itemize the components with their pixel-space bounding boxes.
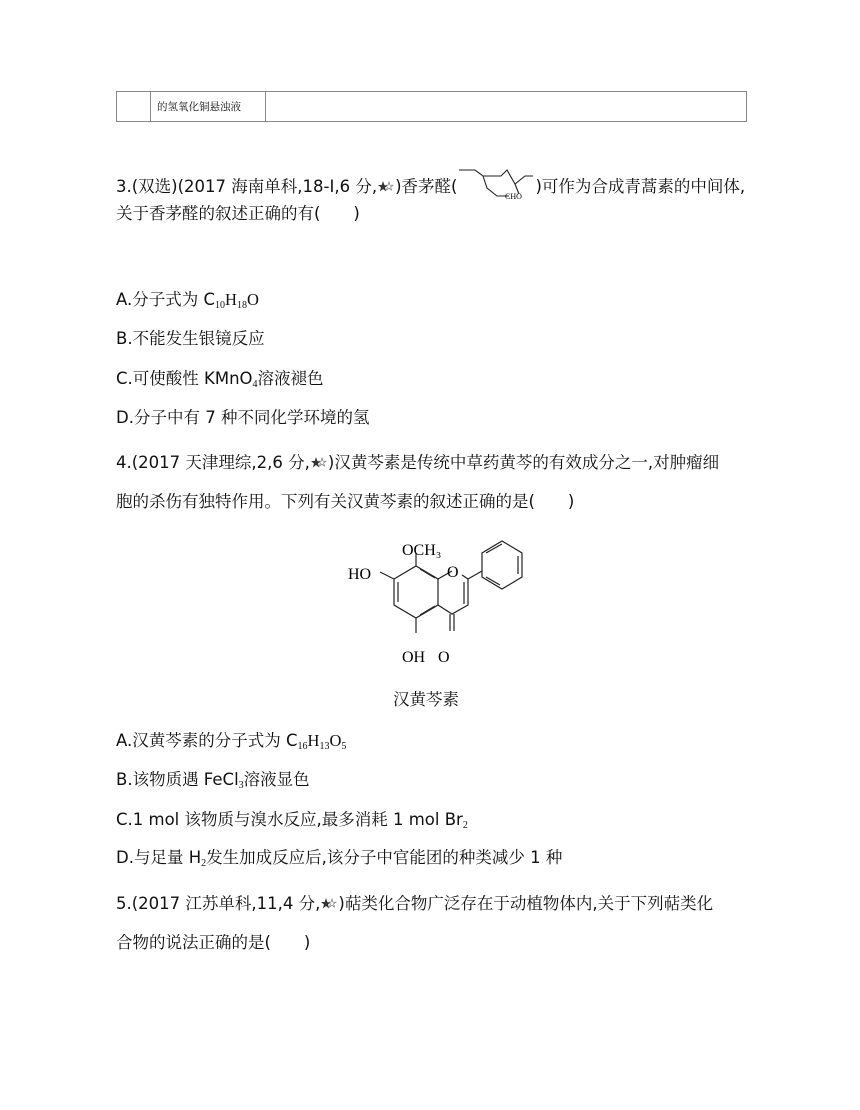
figure-caption: 汉黄芩素	[393, 690, 459, 709]
option-3b: B.不能发生银镜反应	[116, 329, 265, 348]
question-4-prefix: 4.(2017 天津理综,2,6 分,	[116, 453, 310, 472]
difficulty-stars-icon	[378, 181, 394, 193]
question-3-suffix: )可作为合成青蒿素的中间体,	[535, 177, 746, 196]
table-cell	[117, 92, 151, 122]
subscript: 5	[341, 741, 347, 752]
subscript: 2	[462, 820, 468, 831]
option-4b	[116, 768, 310, 792]
option-3a	[116, 288, 259, 312]
option-4d	[116, 846, 562, 870]
question-5-prefix: 5.(2017 江苏单科,11,4 分,	[116, 894, 321, 913]
ho-label: HO	[348, 566, 372, 583]
subscript: 18	[236, 300, 247, 311]
element-symbol: H	[225, 290, 237, 309]
subscript: 2	[201, 858, 207, 869]
question-3-line-2: 关于香茅醛的叙述正确的有( )	[116, 204, 360, 223]
subscript: 13	[319, 741, 330, 752]
question-3-line-1	[116, 166, 745, 200]
question-4-line-2: 胞的杀伤有独特作用。下列有关汉黄芩素的叙述正确的是( )	[116, 492, 575, 511]
element-symbol: H	[307, 731, 320, 750]
table-row	[117, 92, 747, 122]
element-symbol: O	[246, 290, 259, 309]
subscript: 3	[238, 780, 244, 791]
option-text: 发生加成反应后,该分子中官能团的种类减少 1 种	[206, 848, 563, 867]
option-4a	[116, 729, 346, 753]
question-5-text: )萜类化合物广泛存在于动植物体内,关于下列萜类化	[338, 894, 714, 913]
keto-oxygen-label: O	[438, 649, 450, 666]
option-text: 溶液褪色	[257, 369, 324, 388]
question-3-mid: )香茅醛(	[395, 177, 458, 196]
option-text: C.1 mol 该物质与溴水反应,最多消耗 1 mol Br	[116, 810, 463, 829]
option-3c	[116, 367, 324, 391]
option-3d: D.分子中有 7 种不同化学环境的氢	[116, 408, 370, 427]
cho-label: CHO	[505, 192, 523, 200]
option-text: 溶液显色	[243, 770, 310, 789]
subscript: 16	[297, 741, 308, 752]
och3-label: OCH₃	[402, 542, 442, 559]
option-text: C.可使酸性 KMnO	[116, 369, 253, 388]
answer-table	[116, 91, 747, 122]
element-symbol: O	[329, 731, 342, 750]
ring-oxygen-label: O	[447, 564, 459, 581]
question-5-line-2: 合物的说法正确的是( )	[116, 933, 311, 952]
subscript: 4	[252, 379, 258, 390]
option-text: A.汉黄芩素的分子式为 C	[116, 731, 298, 750]
option-4c	[116, 808, 468, 832]
table-cell: 的氢氧化铜悬浊液	[151, 92, 266, 122]
subscript: 10	[215, 300, 226, 311]
difficulty-stars-icon	[321, 898, 337, 910]
difficulty-stars-icon	[311, 457, 327, 469]
question-4-text: )汉黄芩素是传统中草药黄芩的有效成分之一,对肿瘤细	[327, 453, 720, 472]
question-4-line-1	[116, 451, 719, 475]
wogonin-structure	[340, 535, 530, 670]
question-3-prefix: 3.(双选)(2017 海南单科,18-I,6 分,	[116, 177, 378, 196]
option-text: A.分子式为 C	[116, 290, 216, 309]
table-cell	[266, 92, 747, 122]
option-text: B.该物质遇 FeCl	[116, 770, 239, 789]
question-5-line-1	[116, 892, 713, 916]
oh-label: OH	[402, 649, 426, 666]
option-text: D.与足量 H	[116, 848, 202, 867]
citronellal-structure	[457, 166, 535, 200]
